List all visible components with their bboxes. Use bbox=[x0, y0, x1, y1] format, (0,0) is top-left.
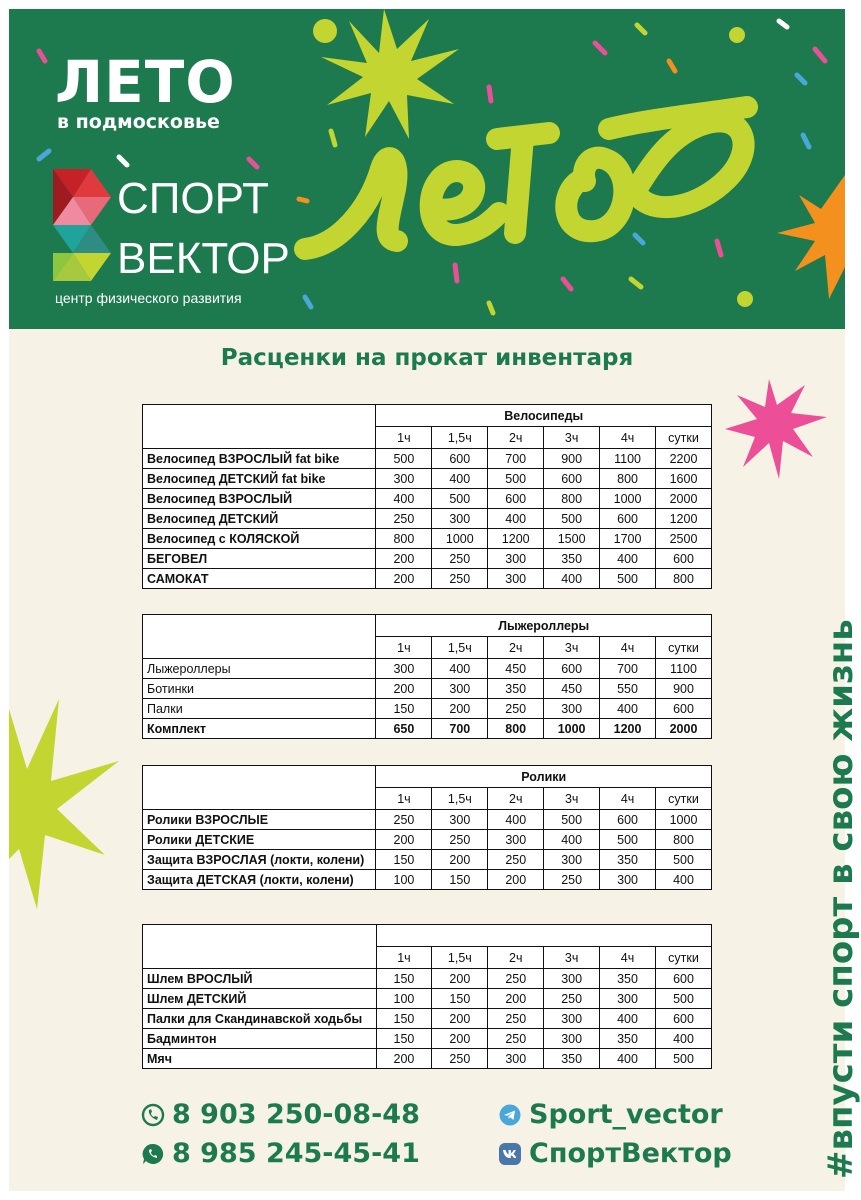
price-cell: 200 bbox=[376, 830, 432, 850]
price-cell: 400 bbox=[600, 699, 656, 719]
table-category-heading: Велосипеды bbox=[376, 405, 712, 427]
price-cell: 450 bbox=[488, 659, 544, 679]
item-name: Лыжероллеры bbox=[143, 659, 376, 679]
viber-icon bbox=[142, 1104, 164, 1126]
price-cell: 300 bbox=[488, 830, 544, 850]
phone-1-number: 8 903 250-08-48 bbox=[172, 1099, 420, 1130]
price-cell: 500 bbox=[655, 989, 711, 1009]
brand-word-sport: СПОРТ bbox=[117, 174, 269, 223]
price-cell: 300 bbox=[376, 469, 432, 489]
price-cell: 250 bbox=[432, 830, 488, 850]
price-cell: 150 bbox=[376, 1009, 432, 1029]
column-header: 2ч bbox=[488, 788, 544, 810]
price-cell: 600 bbox=[432, 449, 488, 469]
vk-handle: СпортВектор bbox=[529, 1138, 732, 1169]
price-cell: 900 bbox=[544, 449, 600, 469]
price-cell: 600 bbox=[488, 489, 544, 509]
price-cell: 400 bbox=[488, 810, 544, 830]
price-cell: 300 bbox=[600, 870, 656, 890]
price-cell: 650 bbox=[376, 719, 432, 739]
price-cell: 350 bbox=[600, 1029, 656, 1049]
table-row bbox=[143, 509, 712, 529]
table-row bbox=[143, 1029, 712, 1049]
table-row bbox=[143, 969, 712, 989]
price-table-misc bbox=[142, 924, 712, 1069]
price-cell: 500 bbox=[544, 509, 600, 529]
lime-dot bbox=[729, 27, 745, 43]
price-cell: 600 bbox=[600, 509, 656, 529]
item-name: Ролики ДЕТСКИЕ bbox=[143, 830, 376, 850]
item-name: Палки bbox=[143, 699, 376, 719]
price-cell: 150 bbox=[376, 699, 432, 719]
column-header: 4ч bbox=[600, 788, 656, 810]
price-cell: 250 bbox=[376, 810, 432, 830]
price-cell: 800 bbox=[544, 489, 600, 509]
orange-star-right bbox=[777, 175, 845, 299]
table-corner-cell bbox=[143, 766, 376, 810]
price-cell: 2500 bbox=[656, 529, 712, 549]
item-name: Палки для Скандинавской ходьбы bbox=[143, 1009, 377, 1029]
table-row bbox=[143, 469, 712, 489]
item-name: Велосипед ДЕТСКИЙ fat bike bbox=[143, 469, 376, 489]
price-cell: 300 bbox=[432, 509, 488, 529]
price-cell: 250 bbox=[488, 969, 544, 989]
table-category-heading: Ролики bbox=[376, 766, 712, 788]
price-cell: 450 bbox=[544, 679, 600, 699]
table-row bbox=[143, 679, 712, 699]
column-header: 4ч bbox=[600, 637, 656, 659]
lime-star-top bbox=[321, 9, 459, 139]
price-cell: 400 bbox=[600, 1009, 656, 1029]
table-row bbox=[143, 850, 712, 870]
price-cell: 200 bbox=[432, 1029, 488, 1049]
price-cell: 150 bbox=[376, 850, 432, 870]
column-header: 3ч bbox=[544, 427, 600, 449]
price-cell: 350 bbox=[600, 969, 656, 989]
price-cell: 200 bbox=[376, 679, 432, 699]
price-cell: 300 bbox=[488, 1049, 544, 1069]
table-row bbox=[143, 549, 712, 569]
price-cell: 500 bbox=[376, 449, 432, 469]
table-category-heading: Лыжероллеры bbox=[376, 615, 712, 637]
lime-burst-left bbox=[9, 699, 119, 909]
phone-1[interactable] bbox=[142, 1099, 420, 1130]
column-header: 2ч bbox=[488, 427, 544, 449]
price-cell: 300 bbox=[544, 969, 600, 989]
price-cell: 250 bbox=[544, 870, 600, 890]
price-cell: 600 bbox=[544, 659, 600, 679]
column-header: 1ч bbox=[376, 947, 432, 969]
price-cell: 200 bbox=[432, 1009, 488, 1029]
column-header: 1ч bbox=[376, 427, 432, 449]
telegram-contact[interactable] bbox=[499, 1099, 723, 1130]
price-cell: 250 bbox=[488, 1029, 544, 1049]
table-row bbox=[143, 529, 712, 549]
price-cell: 200 bbox=[488, 989, 544, 1009]
price-cell: 350 bbox=[544, 549, 600, 569]
price-cell: 250 bbox=[488, 699, 544, 719]
price-cell: 1500 bbox=[544, 529, 600, 549]
price-table-bicycles bbox=[142, 404, 712, 589]
item-name: Бадминтон bbox=[143, 1029, 377, 1049]
price-cell: 500 bbox=[488, 469, 544, 489]
script-leto bbox=[305, 107, 747, 249]
price-cell: 250 bbox=[432, 569, 488, 589]
price-cell: 200 bbox=[376, 569, 432, 589]
price-cell: 250 bbox=[376, 509, 432, 529]
price-cell: 300 bbox=[544, 699, 600, 719]
price-cell: 500 bbox=[544, 810, 600, 830]
telegram-icon bbox=[499, 1104, 521, 1126]
price-cell: 300 bbox=[376, 659, 432, 679]
telegram-handle: Sport_vector bbox=[529, 1099, 723, 1130]
lime-dot bbox=[737, 291, 753, 307]
price-cell: 300 bbox=[544, 850, 600, 870]
price-cell: 350 bbox=[544, 1049, 600, 1069]
price-cell: 800 bbox=[488, 719, 544, 739]
price-cell: 300 bbox=[432, 810, 488, 830]
price-cell: 400 bbox=[600, 1049, 656, 1069]
price-cell: 300 bbox=[488, 569, 544, 589]
price-cell: 700 bbox=[432, 719, 488, 739]
price-cell: 700 bbox=[488, 449, 544, 469]
price-cell: 700 bbox=[600, 659, 656, 679]
price-cell: 2200 bbox=[656, 449, 712, 469]
price-cell: 400 bbox=[376, 489, 432, 509]
column-header: 3ч bbox=[544, 947, 600, 969]
vertical-slogan: #впусти спорт в свою жизнь bbox=[821, 619, 861, 1179]
item-name: Шлем ВРОСЛЫЙ bbox=[143, 969, 377, 989]
price-cell: 300 bbox=[600, 989, 656, 1009]
price-cell: 200 bbox=[432, 969, 488, 989]
price-cell: 800 bbox=[600, 469, 656, 489]
column-header: 4ч bbox=[600, 427, 656, 449]
poster bbox=[9, 9, 861, 1191]
lime-dot bbox=[313, 19, 337, 43]
price-cell: 1000 bbox=[600, 489, 656, 509]
price-cell: 150 bbox=[432, 989, 488, 1009]
price-cell: 600 bbox=[655, 1009, 711, 1029]
table-corner-cell bbox=[143, 925, 377, 969]
price-table-rollers bbox=[142, 765, 712, 890]
price-cell: 800 bbox=[656, 569, 712, 589]
price-cell: 300 bbox=[488, 549, 544, 569]
price-cell: 600 bbox=[656, 549, 712, 569]
table-row bbox=[143, 830, 712, 850]
price-cell: 500 bbox=[432, 489, 488, 509]
price-cell: 200 bbox=[432, 699, 488, 719]
price-cell: 600 bbox=[655, 969, 711, 989]
price-cell: 500 bbox=[655, 1049, 711, 1069]
price-cell: 800 bbox=[376, 529, 432, 549]
price-cell: 600 bbox=[656, 699, 712, 719]
price-cell: 1000 bbox=[432, 529, 488, 549]
price-cell: 1000 bbox=[656, 810, 712, 830]
item-name: Велосипед ВЗРОСЛЫЙ bbox=[143, 489, 376, 509]
price-cell: 1100 bbox=[656, 659, 712, 679]
table-row bbox=[143, 659, 712, 679]
price-cell: 800 bbox=[656, 830, 712, 850]
price-cell: 350 bbox=[488, 679, 544, 699]
price-cell: 300 bbox=[544, 1009, 600, 1029]
price-cell: 600 bbox=[544, 469, 600, 489]
phone-2-number: 8 985 245-45-41 bbox=[172, 1138, 420, 1169]
phone-2[interactable] bbox=[142, 1138, 420, 1169]
vk-icon bbox=[499, 1143, 521, 1165]
price-cell: 1700 bbox=[600, 529, 656, 549]
table-row bbox=[143, 569, 712, 589]
header-banner bbox=[9, 9, 845, 329]
price-cell: 1600 bbox=[656, 469, 712, 489]
brand-word-vector: ВЕКТОР bbox=[117, 234, 290, 283]
price-cell: 250 bbox=[488, 850, 544, 870]
price-cell: 400 bbox=[656, 870, 712, 890]
column-header: 4ч bbox=[600, 947, 656, 969]
price-cell: 1200 bbox=[656, 509, 712, 529]
table-row bbox=[143, 489, 712, 509]
price-cell: 250 bbox=[488, 1009, 544, 1029]
price-cell: 1200 bbox=[600, 719, 656, 739]
price-cell: 100 bbox=[376, 989, 432, 1009]
price-cell: 150 bbox=[376, 1029, 432, 1049]
price-cell: 500 bbox=[600, 830, 656, 850]
column-header: 1,5ч bbox=[432, 947, 488, 969]
item-name: Комплект bbox=[143, 719, 376, 739]
price-cell: 200 bbox=[376, 1049, 432, 1069]
price-cell: 400 bbox=[432, 469, 488, 489]
price-cell: 2000 bbox=[656, 489, 712, 509]
page-title: Расценки на прокат инвентаря bbox=[220, 345, 634, 371]
column-header: сутки bbox=[655, 947, 711, 969]
table-corner-cell bbox=[143, 615, 376, 659]
item-name: БЕГОВЕЛ bbox=[143, 549, 376, 569]
price-cell: 300 bbox=[544, 1029, 600, 1049]
table-row bbox=[143, 989, 712, 1009]
column-header: 3ч bbox=[544, 788, 600, 810]
price-cell: 1200 bbox=[488, 529, 544, 549]
price-cell: 400 bbox=[544, 830, 600, 850]
table-row bbox=[143, 1049, 712, 1069]
item-name: Велосипед ДЕТСКИЙ bbox=[143, 509, 376, 529]
item-name: Ботинки bbox=[143, 679, 376, 699]
column-header: сутки bbox=[656, 637, 712, 659]
item-name: Велосипед ВЗРОСЛЫЙ fat bike bbox=[143, 449, 376, 469]
price-cell: 900 bbox=[656, 679, 712, 699]
vk-contact[interactable] bbox=[499, 1138, 732, 1169]
table-row bbox=[143, 1009, 712, 1029]
price-table-roller-skis bbox=[142, 614, 712, 739]
price-cell: 1100 bbox=[600, 449, 656, 469]
price-cell: 500 bbox=[656, 850, 712, 870]
sport-vector-logo-mark bbox=[53, 169, 111, 289]
column-header: 3ч bbox=[544, 637, 600, 659]
price-cell: 600 bbox=[600, 810, 656, 830]
price-cell: 200 bbox=[488, 870, 544, 890]
price-cell: 200 bbox=[376, 549, 432, 569]
price-cell: 400 bbox=[544, 569, 600, 589]
price-cell: 1000 bbox=[544, 719, 600, 739]
item-name: Велосипед с КОЛЯСКОЙ bbox=[143, 529, 376, 549]
item-name: Защита ДЕТСКАЯ (локти, колени) bbox=[143, 870, 376, 890]
column-header: сутки bbox=[656, 427, 712, 449]
table-row bbox=[143, 810, 712, 830]
price-cell: 150 bbox=[432, 870, 488, 890]
pink-star bbox=[725, 379, 827, 479]
column-header: 1ч bbox=[376, 788, 432, 810]
table-row bbox=[143, 870, 712, 890]
column-header: 1,5ч bbox=[432, 788, 488, 810]
brand-tagline: центр физического развития bbox=[55, 290, 242, 306]
item-name: САМОКАТ bbox=[143, 569, 376, 589]
price-cell: 400 bbox=[600, 549, 656, 569]
item-name: Мяч bbox=[143, 1049, 377, 1069]
table-row bbox=[143, 449, 712, 469]
price-cell: 250 bbox=[432, 1049, 488, 1069]
price-cell: 400 bbox=[655, 1029, 711, 1049]
price-cell: 400 bbox=[488, 509, 544, 529]
price-cell: 350 bbox=[600, 850, 656, 870]
column-header: 2ч bbox=[488, 947, 544, 969]
item-name: Защита ВЗРОСЛАЯ (локти, колени) bbox=[143, 850, 376, 870]
item-name: Ролики ВЗРОСЛЫЕ bbox=[143, 810, 376, 830]
price-cell: 200 bbox=[432, 850, 488, 870]
price-cell: 100 bbox=[376, 870, 432, 890]
price-cell: 150 bbox=[376, 969, 432, 989]
price-cell: 300 bbox=[432, 679, 488, 699]
price-cell: 2000 bbox=[656, 719, 712, 739]
leto-logo-text: ЛЕТО bbox=[55, 48, 236, 116]
column-header: 1,5ч bbox=[432, 427, 488, 449]
table-corner-cell bbox=[143, 405, 376, 449]
item-name: Шлем ДЕТСКИЙ bbox=[143, 989, 377, 1009]
whatsapp-icon bbox=[142, 1143, 164, 1165]
column-header: 1ч bbox=[376, 637, 432, 659]
price-cell: 500 bbox=[600, 569, 656, 589]
price-cell: 250 bbox=[544, 989, 600, 1009]
price-cell: 400 bbox=[432, 659, 488, 679]
column-header: сутки bbox=[656, 788, 712, 810]
price-cell: 250 bbox=[432, 549, 488, 569]
column-header: 1,5ч bbox=[432, 637, 488, 659]
leto-logo-subtitle: в подмосковье bbox=[57, 111, 220, 133]
table-row bbox=[143, 719, 712, 739]
column-header: 2ч bbox=[488, 637, 544, 659]
table-row bbox=[143, 699, 712, 719]
table-category-heading bbox=[376, 925, 711, 947]
price-cell: 550 bbox=[600, 679, 656, 699]
